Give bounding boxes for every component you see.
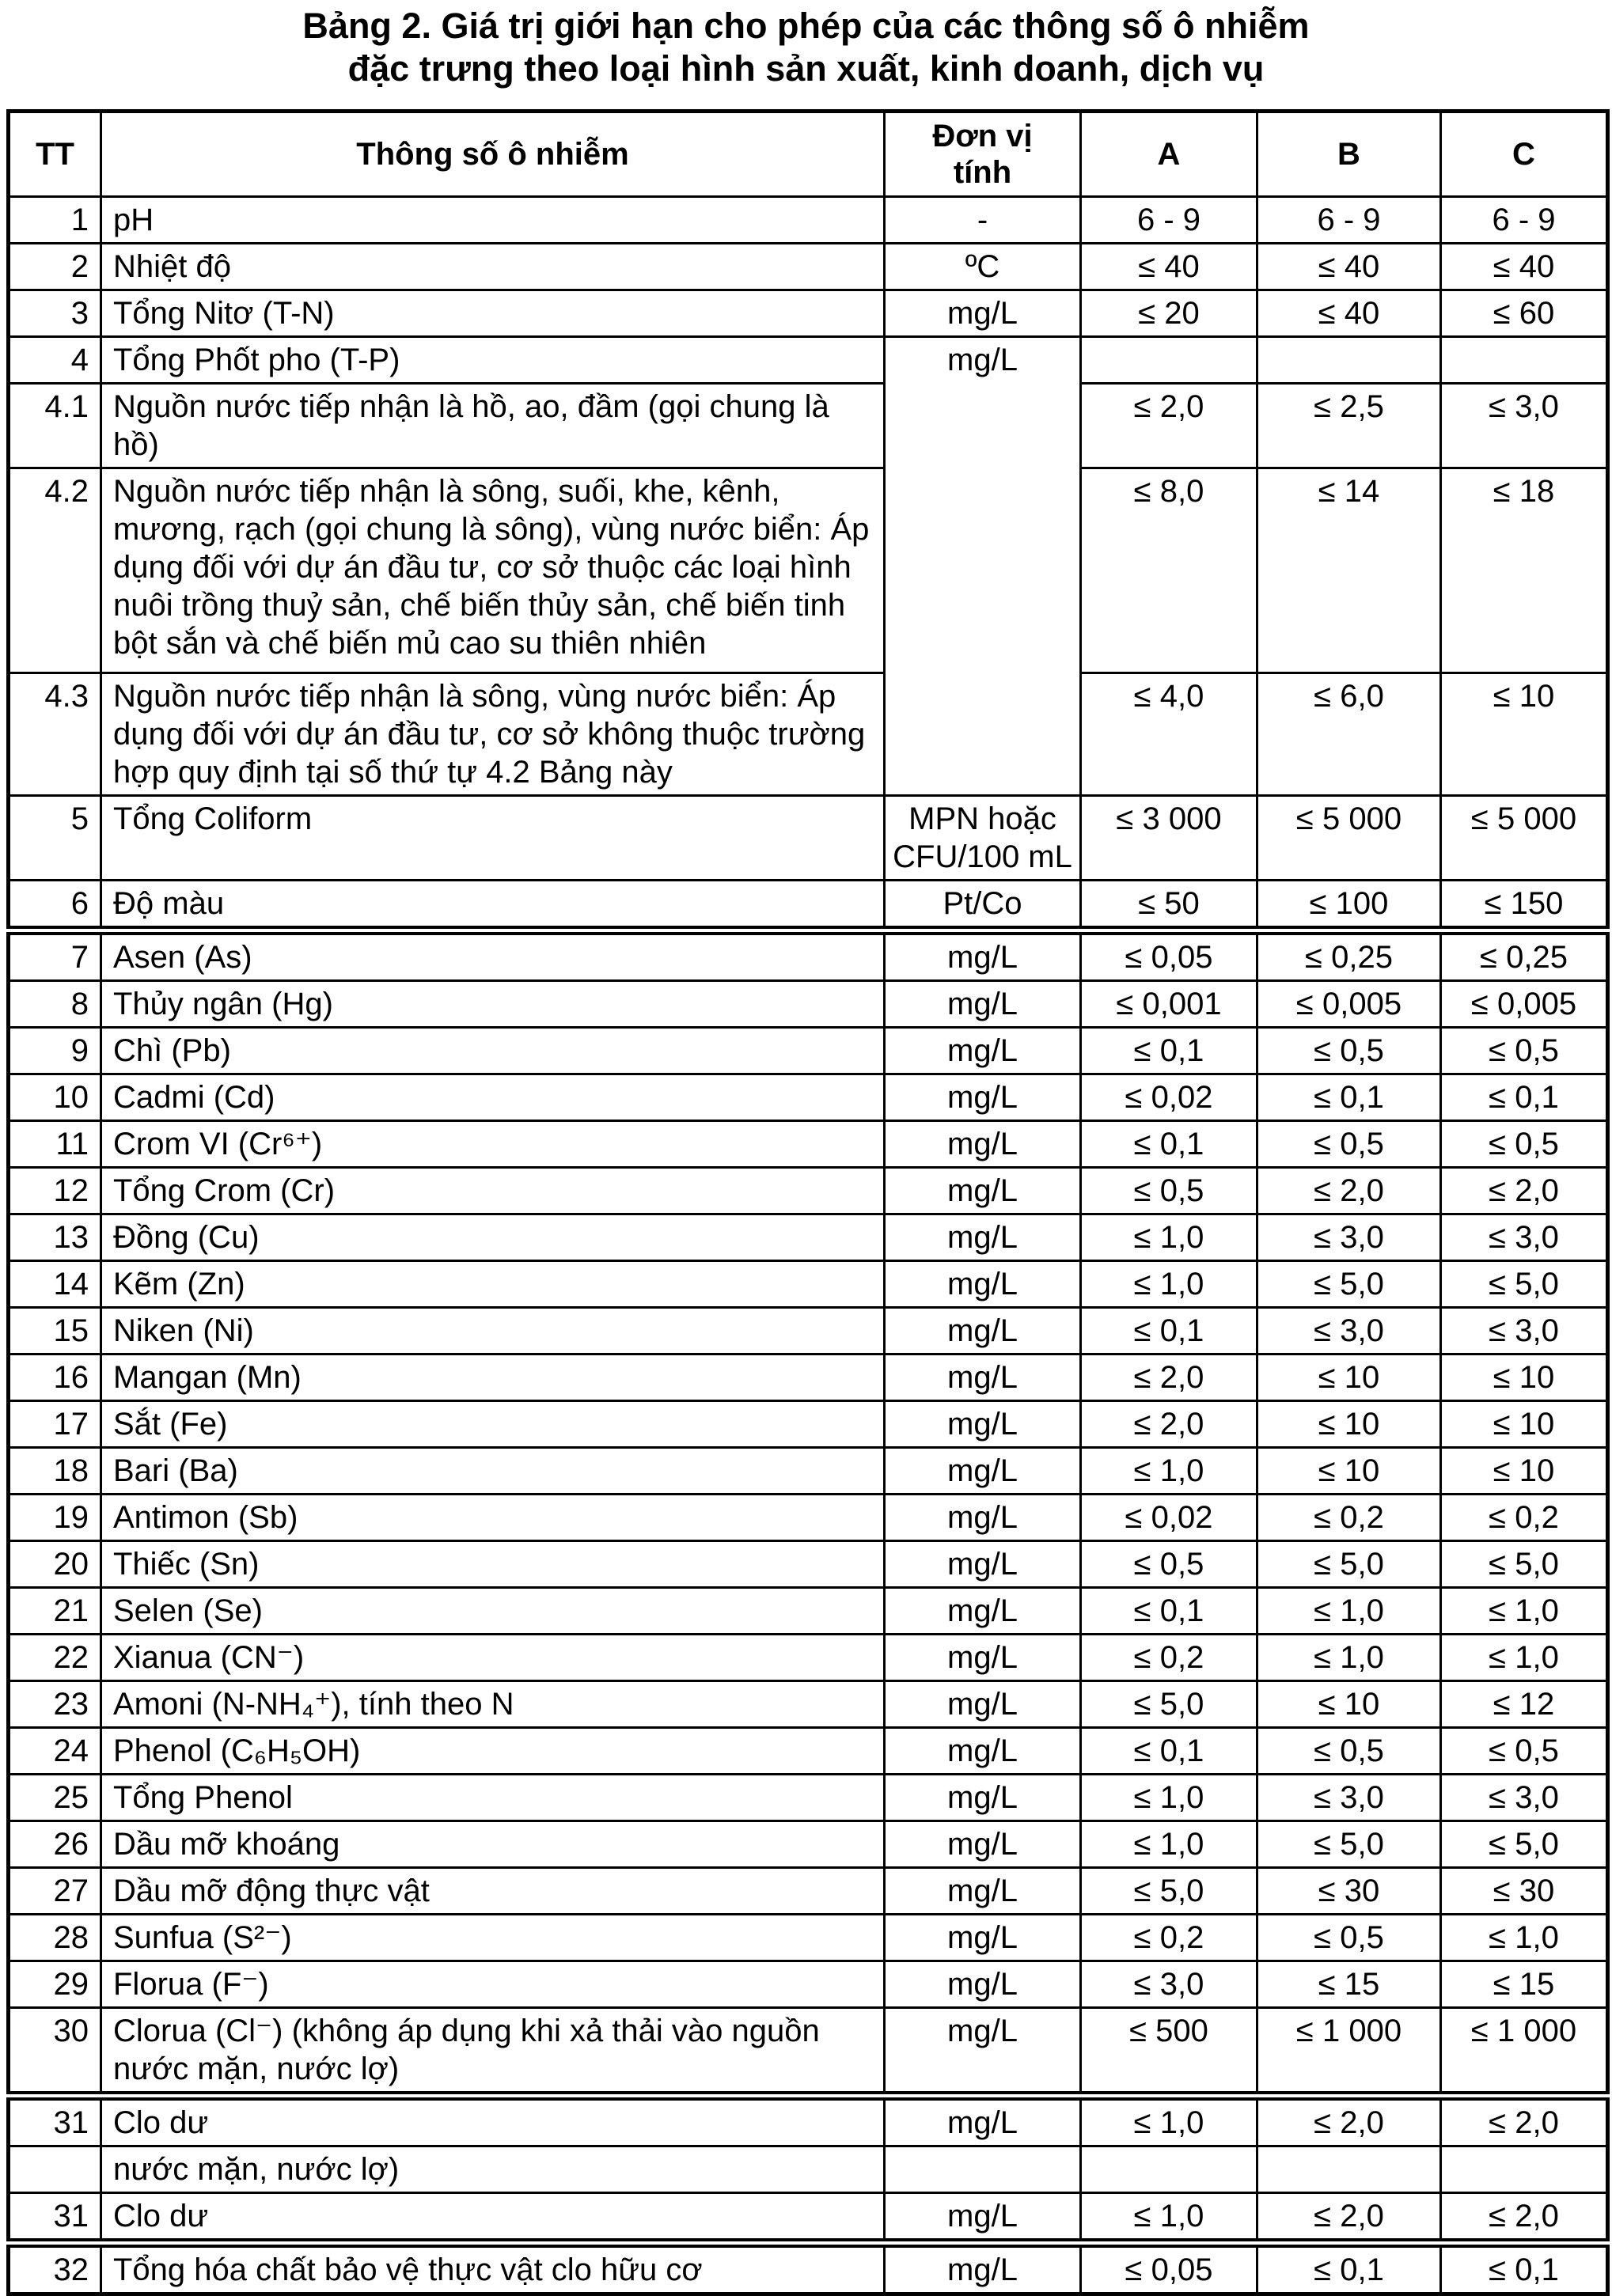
cell-unit: mg/L xyxy=(885,1541,1081,1588)
cell-unit: mg/L xyxy=(885,1121,1081,1168)
table-row xyxy=(9,796,1608,881)
cell-tt: 9 xyxy=(9,1028,101,1074)
cell-tt: 18 xyxy=(9,1448,101,1495)
cell-limit-b: ≤ 10 xyxy=(1257,1681,1441,1728)
cell-limit-c: ≤ 0,1 xyxy=(1441,1074,1608,1121)
cell-limit-b: ≤ 40 xyxy=(1257,290,1441,337)
cell-limit-c: ≤ 10 xyxy=(1441,1448,1608,1495)
cell-limit-a: ≤ 0,1 xyxy=(1081,1028,1257,1074)
cell-limit-a: ≤ 0,5 xyxy=(1081,1168,1257,1214)
cell-unit: Pt/Co xyxy=(885,881,1081,931)
cell-limit-c xyxy=(1441,337,1608,384)
table-row xyxy=(9,1401,1608,1448)
cell-tt: 7 xyxy=(9,930,101,981)
cell-limit-a xyxy=(1081,337,1257,384)
cell-tt: 21 xyxy=(9,1588,101,1635)
cell-limit-c: ≤ 10 xyxy=(1441,1354,1608,1401)
cell-unit: mg/L xyxy=(885,1821,1081,1868)
cell-param: Kẽm (Zn) xyxy=(101,1261,885,1308)
table-row xyxy=(9,1448,1608,1495)
cell-tt: 15 xyxy=(9,1308,101,1354)
cell-limit-a xyxy=(1081,2146,1257,2193)
cell-limit-a: ≤ 20 xyxy=(1081,290,1257,337)
cell-tt: 6 xyxy=(9,881,101,931)
cell-limit-c: ≤ 0,005 xyxy=(1441,981,1608,1028)
cell-unit: MPN hoặc CFU/100 mL xyxy=(885,796,1081,881)
table-row xyxy=(9,1214,1608,1261)
cell-limit-a: ≤ 0,05 xyxy=(1081,2243,1257,2294)
cell-limit-b: ≤ 10 xyxy=(1257,1448,1441,1495)
cell-limit-a: ≤ 0,1 xyxy=(1081,1728,1257,1775)
cell-unit: mg/L xyxy=(885,1681,1081,1728)
cell-limit-b: ≤ 2,0 xyxy=(1257,1168,1441,1214)
cell-limit-a: ≤ 2,0 xyxy=(1081,1401,1257,1448)
cell-limit-c: ≤ 40 xyxy=(1441,244,1608,290)
col-header-param: Thông số ô nhiễm xyxy=(101,112,885,197)
cell-param: Selen (Se) xyxy=(101,1588,885,1635)
table-row xyxy=(9,930,1608,981)
cell-param: Nguồn nước tiếp nhận là sông, suối, khe, kênh, mương, rạch (gọi chung là sông), vùng nước biển: Áp dụng đối với dự án đầu tư, cơ sở thuộc các loại hình nuôi trồng thuỷ sản, chế biến thủy sản, chế biến tinh bột sắn và chế biến mủ cao su thiên nhiên xyxy=(101,468,885,673)
cell-tt: 25 xyxy=(9,1775,101,1821)
table-body xyxy=(9,197,1608,2294)
cell-limit-c: ≤ 1 000 xyxy=(1441,2008,1608,2097)
cell-tt: 17 xyxy=(9,1401,101,1448)
cell-limit-b: ≤ 3,0 xyxy=(1257,1214,1441,1261)
cell-unit: mg/L xyxy=(885,1028,1081,1074)
cell-param: Nhiệt độ xyxy=(101,244,885,290)
cell-param: Tổng Crom (Cr) xyxy=(101,1168,885,1214)
cell-limit-a: ≤ 0,1 xyxy=(1081,1588,1257,1635)
cell-limit-c: ≤ 1,0 xyxy=(1441,1635,1608,1681)
cell-unit: mg/L xyxy=(885,1588,1081,1635)
table-row xyxy=(9,337,1608,384)
cell-unit: mg/L xyxy=(885,1401,1081,1448)
cell-limit-b: ≤ 6,0 xyxy=(1257,673,1441,796)
cell-limit-c: ≤ 1,0 xyxy=(1441,1588,1608,1635)
cell-limit-c: ≤ 0,1 xyxy=(1441,2243,1608,2294)
cell-unit: mg/L xyxy=(885,1961,1081,2008)
cell-unit: mg/L xyxy=(885,1354,1081,1401)
cell-limit-a: ≤ 8,0 xyxy=(1081,468,1257,673)
cell-limit-a: 6 - 9 xyxy=(1081,197,1257,244)
cell-param: Antimon (Sb) xyxy=(101,1495,885,1541)
cell-param: Phenol (C₆H₅OH) xyxy=(101,1728,885,1775)
cell-limit-c: ≤ 0,25 xyxy=(1441,930,1608,981)
cell-limit-c: ≤ 30 xyxy=(1441,1868,1608,1915)
cell-limit-c xyxy=(1441,2146,1608,2193)
table-row xyxy=(9,2243,1608,2294)
cell-unit: mg/L xyxy=(885,981,1081,1028)
cell-param: Sắt (Fe) xyxy=(101,1401,885,1448)
cell-limit-a: ≤ 50 xyxy=(1081,881,1257,931)
cell-limit-a: ≤ 0,05 xyxy=(1081,930,1257,981)
cell-limit-c: ≤ 12 xyxy=(1441,1681,1608,1728)
cell-limit-a: ≤ 2,0 xyxy=(1081,384,1257,468)
table-row xyxy=(9,1728,1608,1775)
cell-param: Tổng hóa chất bảo vệ thực vật clo hữu cơ xyxy=(101,2243,885,2294)
cell-limit-b: ≤ 10 xyxy=(1257,1354,1441,1401)
cell-limit-a: ≤ 4,0 xyxy=(1081,673,1257,796)
table-row xyxy=(9,1588,1608,1635)
cell-limit-a: ≤ 1,0 xyxy=(1081,2193,1257,2244)
cell-param: Tổng Phenol xyxy=(101,1775,885,1821)
cell-limit-c: ≤ 2,0 xyxy=(1441,2193,1608,2244)
cell-tt: 5 xyxy=(9,796,101,881)
cell-param: Thủy ngân (Hg) xyxy=(101,981,885,1028)
col-header-unit-label: Đơn vị tính xyxy=(932,119,1033,190)
cell-limit-a: ≤ 2,0 xyxy=(1081,1354,1257,1401)
cell-limit-b: ≤ 5,0 xyxy=(1257,1261,1441,1308)
cell-param: Nguồn nước tiếp nhận là sông, vùng nước biển: Áp dụng đối với dự án đầu tư, cơ sở không thuộc trường hợp quy định tại số thứ tự 4.2 Bảng này xyxy=(101,673,885,796)
cell-param: Clo dư xyxy=(101,2096,885,2146)
table-row xyxy=(9,1168,1608,1214)
table-row xyxy=(9,1635,1608,1681)
cell-limit-a: ≤ 0,1 xyxy=(1081,1121,1257,1168)
cell-tt: 26 xyxy=(9,1821,101,1868)
cell-limit-b: ≤ 15 xyxy=(1257,1961,1441,2008)
cell-param: Độ màu xyxy=(101,881,885,931)
cell-limit-b: ≤ 0,1 xyxy=(1257,2243,1441,2294)
cell-param: Thiếc (Sn) xyxy=(101,1541,885,1588)
cell-limit-c: ≤ 0,5 xyxy=(1441,1728,1608,1775)
cell-unit: mg/L xyxy=(885,1495,1081,1541)
cell-unit: mg/L xyxy=(885,1308,1081,1354)
cell-tt: 13 xyxy=(9,1214,101,1261)
cell-limit-c: ≤ 0,5 xyxy=(1441,1121,1608,1168)
table-row xyxy=(9,1775,1608,1821)
table-row xyxy=(9,1821,1608,1868)
table-row xyxy=(9,1868,1608,1915)
cell-limit-a: ≤ 0,2 xyxy=(1081,1915,1257,1961)
cell-unit: mg/L xyxy=(885,2096,1081,2146)
table-row xyxy=(9,1915,1608,1961)
cell-param: Clorua (Cl⁻) (không áp dụng khi xả thải vào nguồn nước mặn, nước lợ) xyxy=(101,2008,885,2097)
cell-tt: 4.1 xyxy=(9,384,101,468)
cell-limit-c: ≤ 5,0 xyxy=(1441,1821,1608,1868)
cell-tt: 11 xyxy=(9,1121,101,1168)
table-row xyxy=(9,290,1608,337)
cell-limit-b: ≤ 2,0 xyxy=(1257,2096,1441,2146)
cell-limit-a: ≤ 1,0 xyxy=(1081,1214,1257,1261)
cell-unit: mg/L xyxy=(885,1448,1081,1495)
cell-limit-a: ≤ 5,0 xyxy=(1081,1868,1257,1915)
table-title: Bảng 2. Giá trị giới hạn cho phép của các thông số ô nhiễm đặc trưng theo loại hình sản xuất, kinh doanh, dịch vụ xyxy=(302,6,1310,89)
cell-param: Bari (Ba) xyxy=(101,1448,885,1495)
cell-limit-c: ≤ 10 xyxy=(1441,673,1608,796)
cell-tt: 30 xyxy=(9,2008,101,2097)
cell-tt: 14 xyxy=(9,1261,101,1308)
cell-tt: 23 xyxy=(9,1681,101,1728)
cell-limit-c: ≤ 0,5 xyxy=(1441,1028,1608,1074)
cell-unit: mg/L xyxy=(885,1074,1081,1121)
cell-param: Dầu mỡ khoáng xyxy=(101,1821,885,1868)
cell-param: Xianua (CN⁻) xyxy=(101,1635,885,1681)
cell-limit-a: ≤ 1,0 xyxy=(1081,1261,1257,1308)
cell-limit-a: ≤ 5,0 xyxy=(1081,1681,1257,1728)
table-row xyxy=(9,673,1608,796)
cell-param: nước mặn, nước lợ) xyxy=(101,2146,885,2193)
table-row xyxy=(9,1261,1608,1308)
header-row xyxy=(9,112,1608,197)
cell-limit-b: 6 - 9 xyxy=(1257,197,1441,244)
table-row xyxy=(9,244,1608,290)
cell-limit-b: ≤ 0,25 xyxy=(1257,930,1441,981)
cell-unit: mg/L xyxy=(885,2243,1081,2294)
cell-limit-a: ≤ 1,0 xyxy=(1081,1775,1257,1821)
cell-param: Clo dư xyxy=(101,2193,885,2244)
cell-tt: 16 xyxy=(9,1354,101,1401)
cell-param: Cadmi (Cd) xyxy=(101,1074,885,1121)
cell-limit-b: ≤ 2,5 xyxy=(1257,384,1441,468)
cell-tt: 31 xyxy=(9,2193,101,2244)
cell-unit: mg/L xyxy=(885,290,1081,337)
cell-limit-c: 6 - 9 xyxy=(1441,197,1608,244)
cell-limit-b: ≤ 5 000 xyxy=(1257,796,1441,881)
cell-limit-a: ≤ 1,0 xyxy=(1081,1448,1257,1495)
cell-limit-c: ≤ 1,0 xyxy=(1441,1915,1608,1961)
cell-limit-c: ≤ 2,0 xyxy=(1441,1168,1608,1214)
cell-tt: 32 xyxy=(9,2243,101,2294)
cell-limit-b: ≤ 3,0 xyxy=(1257,1308,1441,1354)
cell-limit-a: ≤ 3,0 xyxy=(1081,1961,1257,2008)
cell-limit-c: ≤ 5,0 xyxy=(1441,1541,1608,1588)
cell-limit-a: ≤ 0,5 xyxy=(1081,1541,1257,1588)
cell-limit-b: ≤ 40 xyxy=(1257,244,1441,290)
table-row xyxy=(9,2146,1608,2193)
col-header-a: A xyxy=(1081,112,1257,197)
cell-limit-c: ≤ 18 xyxy=(1441,468,1608,673)
col-header-c: C xyxy=(1441,112,1608,197)
cell-tt: 2 xyxy=(9,244,101,290)
cell-param: Mangan (Mn) xyxy=(101,1354,885,1401)
cell-tt: 1 xyxy=(9,197,101,244)
cell-unit: mg/L xyxy=(885,2008,1081,2097)
cell-tt: 20 xyxy=(9,1541,101,1588)
cell-limit-c: ≤ 3,0 xyxy=(1441,1214,1608,1261)
table-row xyxy=(9,197,1608,244)
col-header-unit xyxy=(885,112,1081,197)
cell-tt: 28 xyxy=(9,1915,101,1961)
cell-param: Đồng (Cu) xyxy=(101,1214,885,1261)
cell-param: Dầu mỡ động thực vật xyxy=(101,1868,885,1915)
cell-limit-b: ≤ 10 xyxy=(1257,1401,1441,1448)
cell-limit-c: ≤ 0,2 xyxy=(1441,1495,1608,1541)
cell-unit: mg/L xyxy=(885,337,1081,796)
cell-limit-b: ≤ 1,0 xyxy=(1257,1588,1441,1635)
cell-tt: 4.3 xyxy=(9,673,101,796)
cell-limit-c: ≤ 2,0 xyxy=(1441,2096,1608,2146)
cell-unit: mg/L xyxy=(885,1168,1081,1214)
cell-tt: 29 xyxy=(9,1961,101,2008)
pollution-limits-table xyxy=(6,109,1610,2296)
cell-limit-b: ≤ 0,2 xyxy=(1257,1495,1441,1541)
table-row xyxy=(9,468,1608,673)
table-row xyxy=(9,1495,1608,1541)
cell-param: Niken (Ni) xyxy=(101,1308,885,1354)
cell-param: Chì (Pb) xyxy=(101,1028,885,1074)
cell-limit-a: ≤ 3 000 xyxy=(1081,796,1257,881)
cell-unit xyxy=(885,2146,1081,2193)
cell-limit-c: ≤ 5,0 xyxy=(1441,1261,1608,1308)
cell-tt: 3 xyxy=(9,290,101,337)
cell-limit-b: ≤ 0,5 xyxy=(1257,1728,1441,1775)
cell-tt: 4 xyxy=(9,337,101,384)
cell-limit-c: ≤ 10 xyxy=(1441,1401,1608,1448)
cell-limit-c: ≤ 3,0 xyxy=(1441,1775,1608,1821)
table-row xyxy=(9,2096,1608,2146)
cell-limit-b xyxy=(1257,337,1441,384)
cell-param: Tổng Coliform xyxy=(101,796,885,881)
cell-limit-b: ≤ 14 xyxy=(1257,468,1441,673)
cell-limit-a: ≤ 1,0 xyxy=(1081,2096,1257,2146)
cell-limit-b: ≤ 1 000 xyxy=(1257,2008,1441,2097)
cell-limit-c: ≤ 5 000 xyxy=(1441,796,1608,881)
table-row xyxy=(9,881,1608,931)
cell-limit-b: ≤ 0,5 xyxy=(1257,1915,1441,1961)
table-row xyxy=(9,1074,1608,1121)
cell-limit-a: ≤ 500 xyxy=(1081,2008,1257,2097)
cell-limit-b: ≤ 0,1 xyxy=(1257,1074,1441,1121)
cell-limit-b: ≤ 5,0 xyxy=(1257,1821,1441,1868)
cell-limit-b: ≤ 0,5 xyxy=(1257,1028,1441,1074)
table-row xyxy=(9,2193,1608,2244)
cell-limit-a: ≤ 0,02 xyxy=(1081,1495,1257,1541)
cell-unit: mg/L xyxy=(885,1728,1081,1775)
cell-param: Nguồn nước tiếp nhận là hồ, ao, đầm (gọi chung là hồ) xyxy=(101,384,885,468)
cell-limit-a: ≤ 1,0 xyxy=(1081,1821,1257,1868)
table-row xyxy=(9,981,1608,1028)
cell-tt xyxy=(9,2146,101,2193)
cell-unit: ºC xyxy=(885,244,1081,290)
cell-limit-b: ≤ 0,5 xyxy=(1257,1121,1441,1168)
table-row xyxy=(9,1028,1608,1074)
cell-limit-b: ≤ 5,0 xyxy=(1257,1541,1441,1588)
cell-param: Sunfua (S²⁻) xyxy=(101,1915,885,1961)
cell-param: Amoni (N-NH₄⁺), tính theo N xyxy=(101,1681,885,1728)
cell-limit-a: ≤ 0,02 xyxy=(1081,1074,1257,1121)
cell-unit: mg/L xyxy=(885,930,1081,981)
cell-limit-a: ≤ 40 xyxy=(1081,244,1257,290)
cell-unit: mg/L xyxy=(885,1214,1081,1261)
cell-unit: mg/L xyxy=(885,1261,1081,1308)
cell-limit-a: ≤ 0,1 xyxy=(1081,1308,1257,1354)
cell-tt: 22 xyxy=(9,1635,101,1681)
cell-tt: 19 xyxy=(9,1495,101,1541)
cell-param: Tổng Phốt pho (T-P) xyxy=(101,337,885,384)
cell-param: Crom VI (Cr⁶⁺) xyxy=(101,1121,885,1168)
cell-tt: 24 xyxy=(9,1728,101,1775)
cell-param: pH xyxy=(101,197,885,244)
cell-limit-a: ≤ 0,001 xyxy=(1081,981,1257,1028)
cell-tt: 31 xyxy=(9,2096,101,2146)
cell-param: Asen (As) xyxy=(101,930,885,981)
cell-limit-b: ≤ 1,0 xyxy=(1257,1635,1441,1681)
cell-limit-c: ≤ 3,0 xyxy=(1441,384,1608,468)
col-header-b: B xyxy=(1257,112,1441,197)
cell-unit: mg/L xyxy=(885,1915,1081,1961)
cell-param: Florua (F⁻) xyxy=(101,1961,885,2008)
table-row xyxy=(9,1308,1608,1354)
cell-unit: mg/L xyxy=(885,1868,1081,1915)
table-row xyxy=(9,1541,1608,1588)
table-row xyxy=(9,2008,1608,2097)
cell-limit-b xyxy=(1257,2146,1441,2193)
cell-unit: - xyxy=(885,197,1081,244)
table-row xyxy=(9,1961,1608,2008)
table-row xyxy=(9,1121,1608,1168)
cell-limit-b: ≤ 30 xyxy=(1257,1868,1441,1915)
table-row xyxy=(9,384,1608,468)
cell-tt: 27 xyxy=(9,1868,101,1915)
cell-limit-c: ≤ 3,0 xyxy=(1441,1308,1608,1354)
cell-tt: 12 xyxy=(9,1168,101,1214)
cell-unit: mg/L xyxy=(885,1635,1081,1681)
cell-limit-b: ≤ 3,0 xyxy=(1257,1775,1441,1821)
cell-limit-c: ≤ 60 xyxy=(1441,290,1608,337)
cell-limit-a: ≤ 0,2 xyxy=(1081,1635,1257,1681)
document-page xyxy=(0,5,1612,2287)
col-header-tt: TT xyxy=(9,112,101,197)
cell-param: Tổng Nitơ (T-N) xyxy=(101,290,885,337)
cell-limit-b: ≤ 0,005 xyxy=(1257,981,1441,1028)
cell-limit-b: ≤ 100 xyxy=(1257,881,1441,931)
table-row xyxy=(9,1354,1608,1401)
cell-tt: 4.2 xyxy=(9,468,101,673)
table-row xyxy=(9,1681,1608,1728)
cell-tt: 10 xyxy=(9,1074,101,1121)
cell-limit-c: ≤ 150 xyxy=(1441,881,1608,931)
cell-limit-b: ≤ 2,0 xyxy=(1257,2193,1441,2244)
cell-unit: mg/L xyxy=(885,1775,1081,1821)
cell-unit: mg/L xyxy=(885,2193,1081,2244)
cell-limit-c: ≤ 15 xyxy=(1441,1961,1608,2008)
cell-tt: 8 xyxy=(9,981,101,1028)
